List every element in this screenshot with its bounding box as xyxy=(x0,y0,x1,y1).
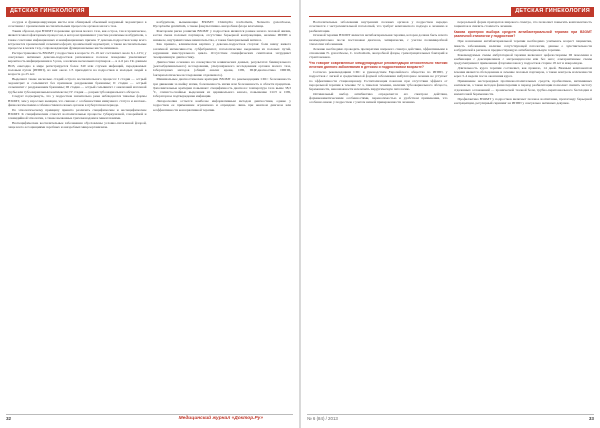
paragraph: Факторами риска развития ВЗОМТ у подростков являются раннее начало половой жизни, частая смена половых партнеров, отсутствие барьерной контрацепции, наличие ИППП в анамнезе, внутриматочные вмешательства, а также бактериальный вагиноз. xyxy=(152,29,291,42)
text-column xyxy=(454,20,593,410)
paragraph: возбудители, вызывающие ВЗОМТ: Chlamydia trachomatis, Neisseria gonorrhoeae, Mycoplasma genitalium, а также факультативно-анаэробная флора влагалища. xyxy=(152,20,291,29)
paragraph: пероральной форме препаратов широкого спектра, что позволяет повысить комплаентность пациенток и снизить стоимость лечения. xyxy=(453,20,592,29)
section-header: ДЕТСКАЯ ГИНЕКОЛОГИЯ xyxy=(6,7,89,16)
issue-number: № 6 (84) / 2013 xyxy=(307,416,338,421)
paragraph: сосудов и функционирующие кисты или обширный объемный наружный эндометриоз в сочетании с хроническим воспалительным процессом органов малого таза. xyxy=(8,20,147,29)
text-columns xyxy=(8,20,291,410)
paragraph: По этиологическому принципу принято различать специфические и неспецифические ВЗОМТ. К специфическим относят воспалительные процессы туберкулезной, гонорейной и хламидийной этиологии, а также вызванные трихомонадами и микоплазмами. xyxy=(8,107,147,120)
paragraph: Как правило, клиническая картина у девочек-подростков стертая: боли внизу живота различной интенсивности, субфебрилитет, патологические выделения из половых путей, нарушения менструального цикла. Отсутствие специфических симптомов затрудняет своевременную диагностику. xyxy=(152,42,291,59)
left-page xyxy=(0,0,299,428)
paragraph: Распространенность ВЗОМТ у подростков в возрасте 15–19 лет составляет около 6,1–12%; у сексуально активных девочек-подростков рискованное половое поведение увеличивает вероятность инфицирования в 3 раза, а наличие нескольких партнеров — в 4–6 раз. По данным ВОЗ, ежегодно в мире регистрируется более 340 млн случаев инфекций, передаваемых половым путем (ИППП), из них около 1/3 приходится на подростков и молодых людей в возрасте до 25 лет. xyxy=(8,50,147,76)
page-number: 33 xyxy=(588,416,594,421)
paragraph: Следует подчеркнуть, что у подростков значительно реже наблюдаются тяжелые формы ВЗОМТ, чем у взрослых женщин, что связано с особенностями иммунного статуса и анатомо-физиологическими особенностями половых органов в пубертатном периоде. xyxy=(8,94,147,107)
subheading: Какова критерии выбора средств антибактериальной терапии при ВЗОМТ различной этиологии у подростков? xyxy=(453,30,592,39)
paragraph: Воспалительные заболевания внутренних половых органов у подростков нередко сочетаются с экстрагенитальной патологией, что требует комплексного подхода к лечению и реабилитации. xyxy=(309,20,448,33)
text-column xyxy=(309,20,448,410)
paragraph: Оптимальный выбор антибиотика определяется его спектром действия, фармакокинетическими особенностями, переносимостью и удобством применения, что особенно важно у подростков с учетом низкой приверженности лечению. xyxy=(309,91,448,105)
paragraph: Основой терапии ВЗОМТ является антибактериальная терапия, которая должна быть начата незамедлительно после постановки диагноза, эмпирически, с учетом полимикробной этиологии заболевания. xyxy=(309,33,448,46)
text-column xyxy=(153,20,292,410)
right-page xyxy=(301,0,600,428)
paragraph: Выделяют также несколько стадий острого воспалительного процесса: I стадия — острый эндометрит и сальпингит без признаков раздражения брюшины; II стадия — острый сальпингит с раздражением брюшины; III стадия — острый сальпингит с окклюзией маточной трубы или тубоовариальным комплексом; IV стадия — разрыв тубоовариального абсцесса. xyxy=(8,76,147,94)
paragraph: Минимальные диагностические критерии ВЗОМТ по рекомендациям CDC: болезненность при движении за шейку матки, болезненность матки или болезненность в области придатков. Дополнительные критерии повышают специфичность диагноза: температура тела выше 38,3 °C, слизисто-гнойные выделения из цервикального канала, повышение СОЭ и СРБ, лабораторное подтверждение инфекции. xyxy=(152,77,291,99)
paragraph: Применение нестероидных противовоспалительных средств, пробиотиков, витаминных комплексов, а также методов физиотерапии в период реабилитации позволяет снизить частоту отдаленных осложнений — хронической тазовой боли, трубно-перитонеального бесплодия и внематочной беременности. xyxy=(453,79,592,96)
paragraph: Лечение необходимо проводить препаратами широкого спектра действия, эффективными в отношении N. gonorrhoeae, C. trachomatis, анаэробной флоры, грамотрицательных бактерий и стрептококков. xyxy=(309,46,448,59)
section-header: ДЕТСКАЯ ГИНЕКОЛОГИЯ xyxy=(511,7,594,16)
paragraph: Таким образом, при ВЗОМТ поражение органов малого таза, как острое, так и хроническое, является многофакторным процессом, в котором принимают участие различные возбудители, а также сочетание инфекционных и неинфекционных причин. У девочек-подростков чаще всего встречается хронический сальпингоофорит, хронический эндометрит, а также воспалительные процессы в малом тазу, сопровождающие функциональные кисты яичников. xyxy=(8,29,147,50)
paragraph: Длительность курса терапии составляет, как правило, 14 дней. Важным компонентом лечения является обследование и лечение половых партнеров, а также контроль излеченности через 3–4 недели после окончания курса. xyxy=(453,65,592,79)
paragraph: Рекомендуемые схемы амбулаторной терапии включают цефалоспорины III поколения в комбинации с доксициклином с метронидазолом или без него; альтернативные схемы предусматривают применение фторхинолонов у подростков старше 18 лет и макролидов. xyxy=(453,52,592,66)
paragraph: Неспецифические воспалительные заболевания обусловлены условно-патогенной флорой, чаще всего ассоциациями аэробных и анаэробных микроорганизмов. xyxy=(8,120,147,129)
text-columns xyxy=(309,20,592,410)
page-footer xyxy=(6,415,293,423)
page-footer xyxy=(307,415,594,423)
paragraph: Лапароскопия остается наиболее информативным методом диагностики, однако у подростков ее применение ограничено и оправдано лишь при неясном диагнозе или неэффективности консервативной терапии. xyxy=(152,99,291,112)
header-rule xyxy=(309,16,594,17)
paragraph: Профилактика ВЗОМТ у подростков включает половое воспитание, пропаганду барьерной контрацепции, регулярный скрининг на ИППП у сексуально активных девушек. xyxy=(453,96,592,105)
page-number: 32 xyxy=(6,416,12,421)
paragraph: Диагностика основана на совокупности клинических данных, результатах бимануального (ректоабдоминального) исследования, ультразвукового исследования органов малого таза, лабораторных методов (общий анализ крови, СРБ, ПЦР-диагностика ИППП, бактериологическое исследование отделяемого). xyxy=(152,59,291,77)
paragraph: При назначении антибактериальной терапии необходимо учитывать возраст пациентки, тяжесть заболевания, наличие сопутствующей патологии, данные о чувствительности возбудителей в регионе и предшествующую антибактериальную терапию. xyxy=(453,39,592,52)
subheading: Что говорят современные международные рекомендации относительно тактики лечения данного заболевания в детском и подростковом возрасте? xyxy=(309,60,448,69)
journal-title: Медицинский журнал «Доктор.Ру» xyxy=(178,416,263,421)
text-column xyxy=(8,20,147,410)
paragraph: Согласно рекомендациям CDC и руководствам Европейского общества по ИППП, у подростков с легкой и среднетяжелой формой заболевания амбулаторное лечение не уступает по эффективности стационарному. Госпитализация показана при отсутствии эффекта от пероральной терапии в течение 72 ч, тяжелом течении, наличии тубоовариального абсцесса, беременности, невозможности исключить хирургическую патологию. xyxy=(309,70,448,92)
header-rule xyxy=(6,16,291,17)
